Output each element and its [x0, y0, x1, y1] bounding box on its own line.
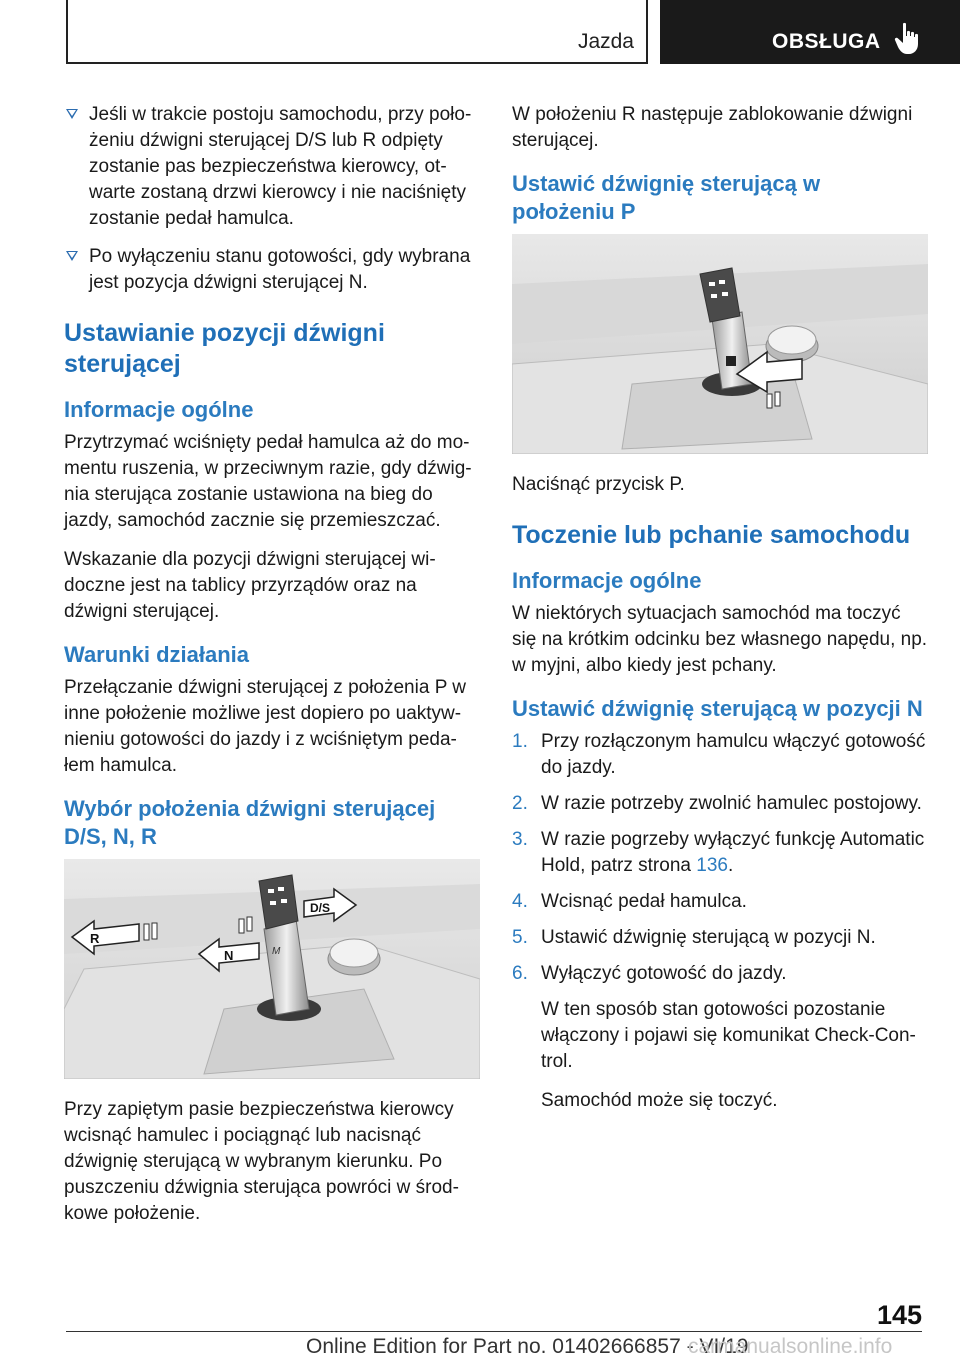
- step-text: Ustawić dźwignię sterującą w pozycji N.: [541, 927, 876, 948]
- step-text: Wyłączyć gotowość do jazdy.: [541, 963, 787, 984]
- list-item: [512, 827, 928, 879]
- footer-edition: Online Edition for Part no. 01402666857 - VI/19: [306, 1335, 749, 1358]
- bullet-item: [64, 102, 480, 232]
- step-number: 1.: [512, 731, 528, 752]
- bullet-text: Po wyłączeniu stanu gotowości, gdy wybrana jest pozycja dźwigni sterującej N.: [89, 246, 471, 293]
- step-number: 4.: [512, 891, 528, 912]
- bullet-triangle-icon: [66, 251, 78, 261]
- footer-divider: [66, 1331, 922, 1332]
- steps-list: [512, 729, 928, 987]
- paragraph-wybor: Przy zapiętym pasie bezpieczeństwa kierowcy wcisnąć hamulec i pociągnąć lub nacisnąć dźwignię sterującą w wybranym kierunku. Po puszczeniu dźwignia sterująca powróci w środkowe położenie.: [64, 1099, 459, 1224]
- paragraph-info-2: Wskazanie dla pozycji dźwigni sterującej widoczne jest na tablicy przyrządów oraz na dźwigni sterującej.: [64, 549, 436, 622]
- step-text: Przy rozłączonym hamulcu włączyć gotowość do jazdy.: [541, 731, 926, 778]
- paragraph-warunki: Przełączanie dźwigni sterującej z położenia P w inne położenie możliwe jest dopiero po uaktywnieniu gotowości do jazdy i z wciśniętym pedałem hamulca.: [64, 677, 467, 776]
- lever-m-label: M: [272, 946, 281, 957]
- step-number: 5.: [512, 927, 528, 948]
- paragraph-info-toczenie: W niektórych sytuacjach samochód ma toczyć się na krótkim odcinku bez własnego napędu, np. w myjni, albo kiedy jest pchany.: [512, 603, 928, 676]
- gear-selector-figure-dsnr: [64, 859, 480, 1079]
- list-item: [512, 961, 928, 987]
- page-header: [0, 0, 960, 66]
- paragraph-after-step-2: Samochód może się toczyć.: [541, 1090, 778, 1111]
- heading-warunki: Warunki działania: [64, 642, 250, 667]
- paragraph-info-1: Przytrzymać wciśnięty pedał hamulca aż do momentu ruszenia, w przeciwnym razie, gdy dźwignia sterująca zostanie ustawiona na bieg do jazdy, samochód zacznie się przemieszczać.: [64, 432, 472, 531]
- paragraph-nacisnac: Naciśnąć przycisk P.: [512, 474, 685, 495]
- list-item: [512, 791, 928, 817]
- paragraph-r-blocked: W położeniu R następuje zablokowanie dźwigni sterującej.: [512, 104, 913, 151]
- step-number: 6.: [512, 963, 528, 984]
- figure-label-n: N: [224, 948, 234, 963]
- footer-watermark: carmanualsonline.info: [688, 1335, 893, 1358]
- bullet-item: [64, 244, 480, 296]
- right-column: [512, 102, 928, 1127]
- hand-pointer-icon: [894, 22, 924, 56]
- header-section-title: Jazda: [577, 30, 634, 53]
- bullet-text: Jeśli w trakcie postoju samochodu, przy położeniu dźwigni sterującej D/S lub R odpięty zostanie pas bezpieczeństwa kierowcy, otwarte zostaną drzwi kierowcy i nie naciśnięty zostanie pedał hamulca.: [89, 104, 472, 229]
- step-text: [541, 829, 924, 876]
- header-chapter-label: OBSŁUGA: [772, 30, 881, 53]
- figure-label-ds: D/S: [310, 901, 331, 915]
- gear-selector-figure-p: [512, 234, 928, 454]
- heading-toczenie: Toczenie lub pchanie samochodu: [512, 521, 911, 549]
- header-section-box: [66, 0, 648, 64]
- page-reference-link[interactable]: 136: [696, 855, 728, 876]
- heading-informacje-ogolne: Informacje ogólne: [64, 397, 254, 422]
- step-text: W razie potrzeby zwolnić hamulec postojowy.: [541, 793, 922, 814]
- paragraph-after-step-1: W ten sposób stan gotowości pozostanie włączony i pojawi się komunikat Check-Control.: [541, 999, 916, 1072]
- step-text-after: .: [727, 855, 734, 876]
- heading-wybor: Wybór położenia dźwigni sterującej D/S, N, R: [64, 796, 436, 849]
- heading-ustawianie: Ustawianie pozycji dźwigni sterującej: [64, 319, 385, 378]
- bullet-triangle-icon: [66, 109, 78, 119]
- figure-label-r: R: [90, 931, 100, 946]
- heading-ustawic-p: Ustawić dźwignię sterującą w położeniu P: [512, 171, 821, 224]
- list-item: [512, 925, 928, 951]
- list-item: [512, 729, 928, 781]
- step-number: 3.: [512, 829, 528, 850]
- step-number: 2.: [512, 793, 528, 814]
- step-text-before: W razie pogrzeby wyłączyć funkcję Automatic Hold, patrz strona: [541, 829, 925, 876]
- page-number: 145: [876, 1300, 922, 1330]
- heading-informacje-ogolne-2: Informacje ogólne: [512, 568, 702, 593]
- step-text: Wcisnąć pedał hamulca.: [541, 891, 747, 912]
- heading-ustawic-n: Ustawić dźwignię sterującą w pozycji N: [512, 696, 923, 721]
- list-item: [512, 889, 928, 915]
- header-chapter-tab: [660, 0, 960, 64]
- left-column: [64, 102, 480, 1240]
